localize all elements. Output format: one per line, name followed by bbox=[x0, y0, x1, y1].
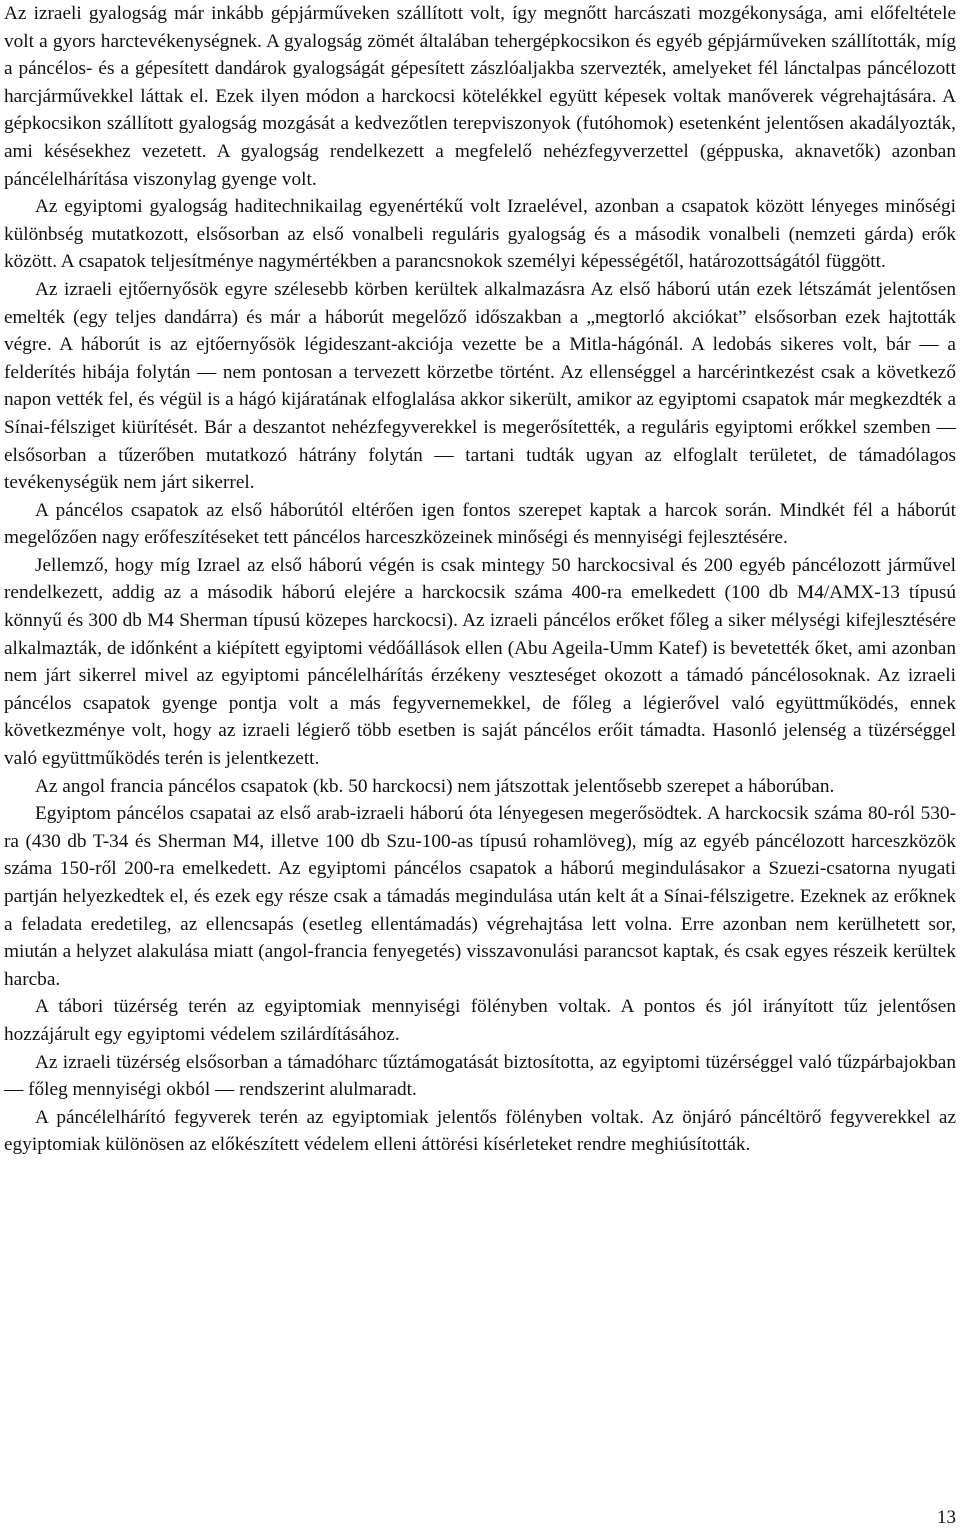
paragraph-3: Az izraeli ejtőernyősök egyre szélesebb körben kerültek alkalmazásra Az első háború után ezek létszámát jelentősen emelték (egy teljes dandárra) és már a háborút megelőző időszakban a „megtorló akciókat” elsősorban ezek hajtották végre. A háborút is az ejtőernyősök légideszant-akciója vezette be a Mitla-hágónál. A ledobás sikeres volt, bár ― a felderítés hibája folytán ― nem pontosan a tervezett körzetbe történt. Az ellenséggel a harcérintkezést csak a következő napon vették fel, és végül is a hágó kijáratának elfoglalása akkor sikerült, amikor az egyiptomi csapatok már megkezdték a Sínai-félsziget kiürítését. Bár a deszantot nehézfegyverekkel is megerősítették, a reguláris egyiptomi erőkkel szemben ― elsősorban a tűzerőben mutatkozó hátrány folytán ― tartani tudták ugyan az elfoglalt területet, de támadólagos tevékenységük nem járt sikerrel. bbox=[4, 278, 956, 494]
paragraph-4: A páncélos csapatok az első háborútól eltérően igen fontos szerepet kaptak a harcok során. Mindkét fél a háborút megelőzően nagy erőfeszítéseket tett páncélos harceszközeinek minőségi és mennyiségi fejlesztésére. bbox=[4, 499, 956, 549]
document-body bbox=[4, 0, 956, 1159]
paragraph-9: Az izraeli tüzérség elsősorban a támadóharc tűztámogatását biztosította, az egyiptomi tüzérséggel való tűzpárbajokban ― főleg mennyiségi okból ― rendszerint alulmaradt. bbox=[4, 1051, 956, 1101]
paragraph-7: Egyiptom páncélos csapatai az első arab-izraeli háború óta lényegesen megerősödtek. A harckocsik száma 80-ról 530-ra (430 db T-34 és Sherman M4, illetve 100 db Szu-100-as típusú rohamlöveg), míg az egyéb páncélozott harceszközök száma 150-ről 200-ra emelkedett. Az egyiptomi páncélos csapatok a háború megindulásakor a Szuezi-csatorna nyugati partján helyezkedtek el, és ezek egy része csak a támadás megindulása után kelt át a Sínai-félszigetre. Ezeknek az erőknek a feladata eredetileg, az ellencsapás (esetleg ellentámadás) végrehajtása lett volna. Erre azonban nem kerülhetett sor, miután a helyzet alakulása miatt (angol-francia fenyegetés) visszavonulási parancsot kaptak, és csak egyes részeik kerültek harcba. bbox=[4, 803, 956, 990]
paragraph-10: A páncélelhárító fegyverek terén az egyiptomiak jelentős fölényben voltak. Az önjáró páncéltörő fegyverekkel az egyiptomiak különösen az előkészített védelem elleni áttörési kísérleteket rendre meghiúsították. bbox=[4, 1106, 956, 1156]
page-number: 13 bbox=[937, 1507, 956, 1528]
paragraph-6: Az angol francia páncélos csapatok (kb. 50 harckocsi) nem játszottak jelentősebb szerepet a háborúban. bbox=[35, 775, 835, 797]
paragraph-2: Az egyiptomi gyalogság haditechnikailag egyenértékű volt Izraelével, azonban a csapatok között lényeges minőségi különbség mutatkozott, elsősorban az első vonalbeli reguláris gyalogság és a második vonalbeli (nemzeti gárda) erők között. A csapatok teljesítménye nagymértékben a parancsnokok személyi képességétől, határozottságától függött. bbox=[4, 196, 956, 273]
paragraph-8: A tábori tüzérség terén az egyiptomiak mennyiségi fölényben voltak. A pontos és jól irányított tűz jelentősen hozzájárult egy egyiptomi védelem szilárdításához. bbox=[4, 996, 956, 1045]
paragraph-5: Jellemző, hogy míg Izrael az első háború végén is csak mintegy 50 harckocsival és 200 egyéb páncélozott járművel rendelkezett, addig az a második háború elejére a harckocsik száma 400-ra emelkedett (100 db M4/AMX-13 típusú könnyű és 300 db M4 Sherman típusú közepes harckocsi). Az izraeli páncélos erőket főleg a siker mélységi kifejlesztésére alkalmazták, de időnként a kiépített egyiptomi védőállások ellen (Abu Ageila-Umm Katef) is bevetették őket, ami azonban nem járt sikerrel mivel az egyiptomi páncélelhárítás érzékeny veszteséget okozott a támadó páncélosoknak. Az izraeli páncélos csapatok gyenge pontja volt a más fegyvernemekkel, de főleg a légierővel való együttműködés, ennek következménye volt, hogy az izraeli légierő több esetben is saját páncélos erőit támadta. Hasonló jelenség a tüzérséggel való együttműködés terén is jelentkezett. bbox=[4, 554, 956, 770]
paragraph-1: Az izraeli gyalogság már inkább gépjárműveken szállított volt, így megnőtt harcászati mozgékonysága, ami előfeltétele volt a gyors harctevékenységnek. A gyalogság zömét általában tehergépkocsikon és egyéb gépjárműveken szállították, míg a páncélos- és a gépesített dandárok gyalogságát gépesített zászlóaljakba szervezték, amelyeket fél lánctalpas páncélozott harcjárművekkel láttak el. Ezek ilyen módon a harckocsi kötelékkel együtt képesek voltak manőverek végrehajtására. A gépkocsikon szállított gyalogság mozgását a kedvezőtlen terepviszonyok (futóhomok) esetenként jelentősen akadályozták, ami késésekhez vezetett. A gyalogság rendelkezett a megfelelő nehézfegyverzettel (géppuska, aknavetők) azonban páncélelhárítása viszonylag gyenge volt. bbox=[4, 3, 956, 190]
